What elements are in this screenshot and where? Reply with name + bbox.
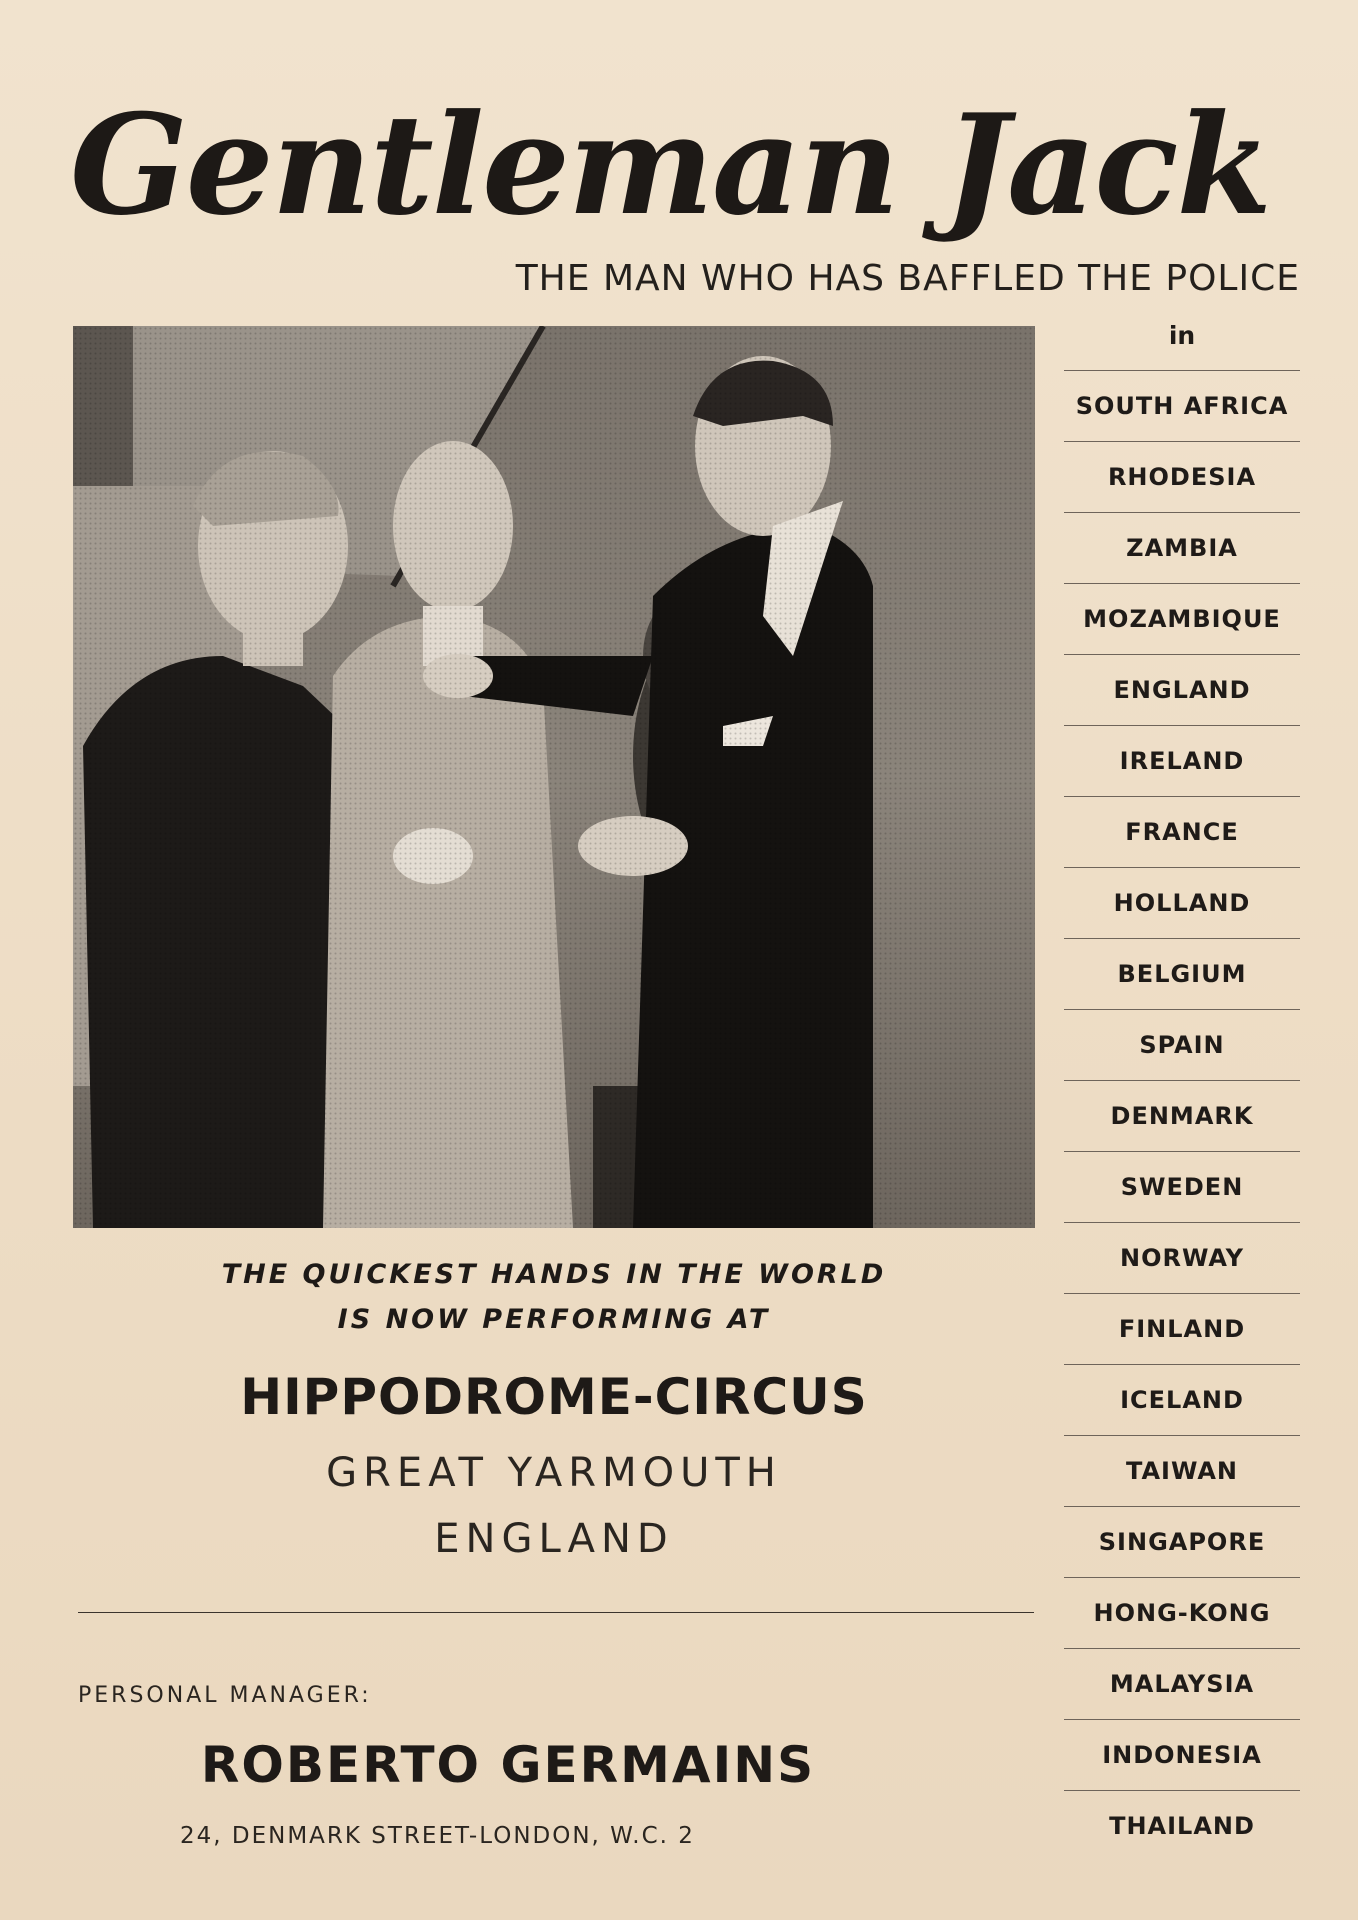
tagline-line-1: THE QUICKEST HANDS IN THE WORLD	[221, 1259, 887, 1290]
country-item: NORWAY	[1064, 1223, 1300, 1294]
performance-photo	[73, 326, 1035, 1228]
country-item: ICELAND	[1064, 1365, 1300, 1436]
country-item: IRELAND	[1064, 726, 1300, 797]
country-item: SINGAPORE	[1064, 1507, 1300, 1578]
country-item: ENGLAND	[1064, 655, 1300, 726]
venue-city: GREAT YARMOUTH	[326, 1450, 782, 1496]
country-item: ZAMBIA	[1064, 513, 1300, 584]
country-item: HONG-KONG	[1064, 1578, 1300, 1649]
venue-country: ENGLAND	[434, 1516, 674, 1562]
country-item: SOUTH AFRICA	[1064, 371, 1300, 442]
divider-rule	[78, 1612, 1034, 1613]
tagline-line-2: IS NOW PERFORMING AT	[337, 1304, 771, 1335]
country-item: TAIWAN	[1064, 1436, 1300, 1507]
country-item: MOZAMBIQUE	[1064, 584, 1300, 655]
country-item: HOLLAND	[1064, 868, 1300, 939]
poster-subtitle: THE MAN WHO HAS BAFFLED THE POLICE	[515, 258, 1300, 299]
country-list	[1064, 316, 1300, 1861]
country-item: FINLAND	[1064, 1294, 1300, 1365]
venue-location	[73, 1440, 1035, 1572]
country-item: SPAIN	[1064, 1010, 1300, 1081]
country-item: RHODESIA	[1064, 442, 1300, 513]
country-item: DENMARK	[1064, 1081, 1300, 1152]
manager-name: ROBERTO GERMAINS	[200, 1736, 816, 1794]
photo-illustration	[73, 326, 1035, 1228]
country-item: SWEDEN	[1064, 1152, 1300, 1223]
venue-name: HIPPODROME-CIRCUS	[240, 1368, 868, 1426]
country-item: BELGIUM	[1064, 939, 1300, 1010]
tagline	[73, 1252, 1035, 1342]
country-item: THAILAND	[1109, 1812, 1255, 1840]
manager-address: 24, DENMARK STREET-LONDON, W.C. 2	[180, 1823, 695, 1849]
country-item: FRANCE	[1064, 797, 1300, 868]
country-item: INDONESIA	[1064, 1720, 1300, 1791]
manager-label: PERSONAL MANAGER:	[78, 1683, 372, 1708]
country-item: MALAYSIA	[1064, 1649, 1300, 1720]
in-label: in	[1064, 316, 1300, 371]
poster-title: Gentleman Jack	[70, 83, 1271, 246]
